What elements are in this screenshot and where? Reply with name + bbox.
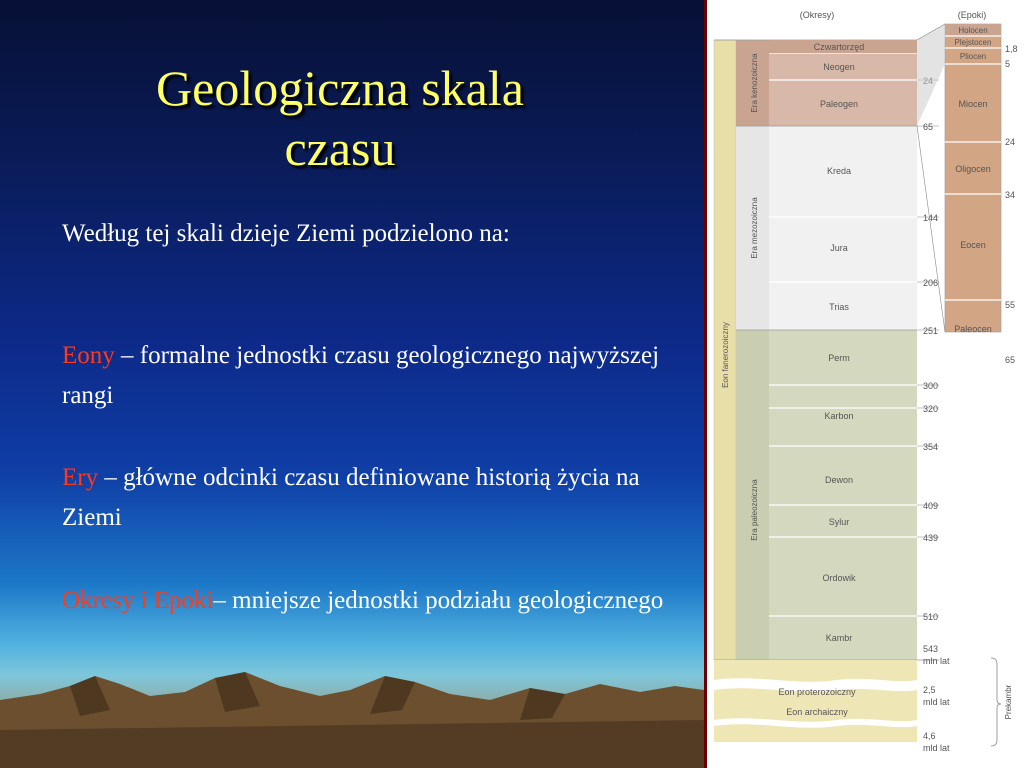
period-label: Sylur xyxy=(828,517,850,527)
period-label: Jura xyxy=(830,243,848,253)
period-label: Kreda xyxy=(826,166,852,176)
title-line-1: Geologiczna skala xyxy=(156,60,524,116)
period-label: Neogen xyxy=(823,62,855,72)
definition-eony xyxy=(62,336,682,416)
period-label: Paleogen xyxy=(819,99,859,109)
epoch-label: Oligocen xyxy=(955,164,991,174)
age-label: 65 xyxy=(923,122,934,132)
intro-text: Według tej skali dzieje Ziemi podzielono na: xyxy=(62,220,510,247)
eon-label: Eon archaiczny xyxy=(786,707,848,717)
age-label: 300 xyxy=(923,381,939,391)
eon-label: Eon proterozoiczny xyxy=(778,687,856,697)
age-unit: mld lat xyxy=(923,697,950,707)
prekambr-label: Prekambr xyxy=(1004,684,1013,720)
header-periods: (Okresy) xyxy=(799,10,835,20)
period-label: Kambr xyxy=(825,633,853,643)
era-label: Era kenozoiczna xyxy=(750,53,759,113)
epoch-label: Holocen xyxy=(958,26,988,35)
eon-label: Eon fanerozoiczny xyxy=(721,322,730,388)
age-label: 439 xyxy=(923,533,939,543)
epoch-age: 5 xyxy=(1005,59,1011,69)
epoch-label: Pliocen xyxy=(959,52,987,61)
epoch-label: Plejstocen xyxy=(954,38,992,47)
epoch-age: 55 xyxy=(1005,300,1016,310)
age-label: 251 xyxy=(923,326,939,336)
era-label: Era paleozoiczna xyxy=(750,479,759,541)
period-label: Ordowik xyxy=(822,573,856,583)
age-label: 2,5 xyxy=(923,685,936,695)
epoch-label: Paleocen xyxy=(954,324,992,334)
epoch-label: Eocen xyxy=(960,240,986,250)
epoch-label: Miocen xyxy=(958,99,988,109)
age-unit: mln lat xyxy=(923,656,950,666)
term-ery: Ery xyxy=(62,464,99,491)
age-label: 510 xyxy=(923,612,939,622)
period-label: Trias xyxy=(829,302,849,312)
age-label: 320 xyxy=(923,404,939,414)
age-label: 354 xyxy=(923,442,939,452)
term-eony: Eony xyxy=(62,342,115,369)
epoch-age: 65 xyxy=(1005,355,1016,365)
age-label: 4,6 xyxy=(923,731,936,741)
period-label: Perm xyxy=(828,353,850,363)
mountain-silhouette xyxy=(0,670,704,768)
definition-okresy-text: – mniejsze jednostki podziału geologicznego xyxy=(213,587,664,614)
epoch-age: 24 xyxy=(1005,137,1016,147)
age-label: 206 xyxy=(923,278,939,288)
period-label: Czwartorzęd xyxy=(813,42,865,52)
age-unit: mld lat xyxy=(923,743,950,753)
age-label: 409 xyxy=(923,501,939,511)
header-epochs: (Epoki) xyxy=(957,10,987,20)
title-line-2: czasu xyxy=(284,120,396,176)
geologic-timescale-chart xyxy=(707,0,1024,768)
era-label: Era mezozoiczna xyxy=(750,197,759,259)
epoch-age: 34 xyxy=(1005,190,1016,200)
definition-eony-text: – formalne jednostki czasu geologicznego najwyższej rangi xyxy=(62,342,660,409)
period-label: Dewon xyxy=(824,475,854,485)
term-okresy: Okresy i Epoki xyxy=(62,587,214,614)
epoch-age: 1,8 xyxy=(1005,44,1018,54)
period-label: Karbon xyxy=(824,411,854,421)
age-label: 543 xyxy=(923,644,939,654)
definition-ery xyxy=(62,458,682,538)
definition-okresy xyxy=(62,581,682,621)
definition-ery-text: – główne odcinki czasu definiowane historią życia na Ziemi xyxy=(62,464,640,531)
age-label: 144 xyxy=(923,213,939,223)
slide-title xyxy=(40,58,640,178)
